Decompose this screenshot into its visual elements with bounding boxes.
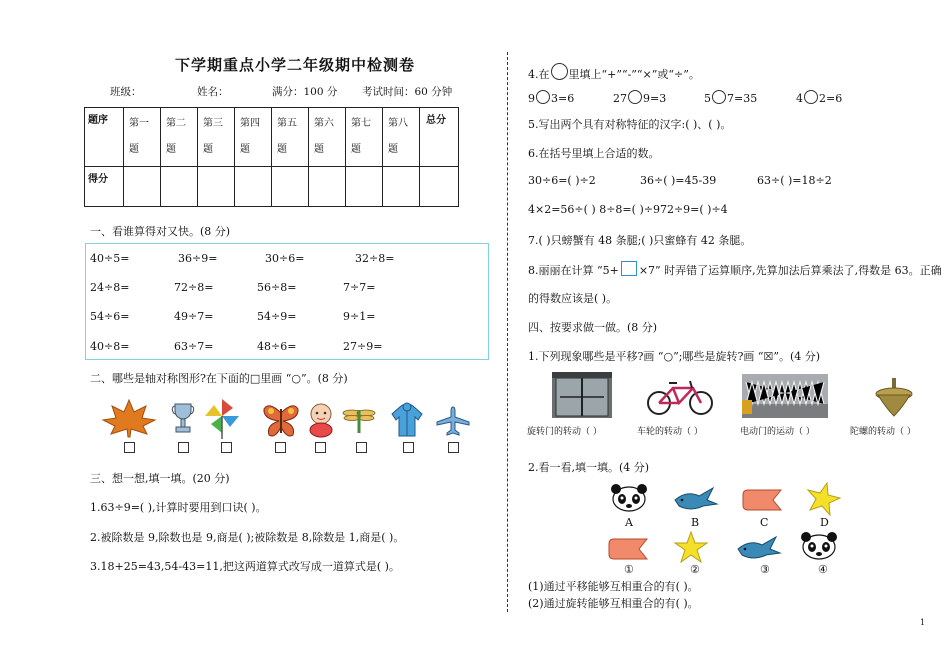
score-cell[interactable] [346,167,383,207]
figure-number: ③ [760,563,770,576]
answer-checkbox[interactable] [124,442,135,453]
figure-letter: B [691,516,700,529]
calc-item: 36÷9= [178,252,218,265]
s4-label: 电动门的运动（ ） [740,427,815,437]
col-2: 第二 题 [161,108,198,167]
col-1: 第一 题 [124,108,161,167]
airplane-icon [435,406,471,436]
section4-heading: 四、按要求做一做。(8 分) [528,321,658,334]
answer-checkbox[interactable] [448,442,459,453]
score-cell[interactable] [420,167,459,207]
q7: 7.( )只螃蟹有 48 条腿;( )只蜜蜂有 42 条腿。 [528,234,752,247]
bicycle-icon [645,376,715,416]
circle-blank-icon[interactable] [804,90,818,104]
circle-blank-icon[interactable] [628,90,642,104]
col-7: 第七 题 [346,108,383,167]
page-number: 1 [920,618,926,627]
q6-row2: 4×2=56÷( ) 8÷8=( )÷972÷9=( )÷4 [528,203,728,216]
score-table [84,107,459,207]
figure-letter: D [820,516,829,529]
row-label-order: 题序 [85,108,124,167]
col-8: 第八 题 [383,108,420,167]
col-total: 总分 [420,108,459,167]
q4-item-2: 27 9=3 [613,92,667,105]
pinwheel-icon [202,396,242,440]
s3-question-2: 2.被除数是 9,除数也是 9,商是( );被除数是 8,除数是 1,商是( )。 [90,531,405,544]
circle-blank-icon[interactable] [712,90,726,104]
q8-line2: 的得数应该是( )。 [528,292,618,305]
calc-item: 72÷8= [174,281,214,294]
answer-checkbox[interactable] [178,442,189,453]
blank-box-icon [621,261,637,276]
col-6: 第六 题 [309,108,346,167]
column-divider [507,52,509,612]
figure-number: ① [624,563,634,576]
section1-heading: 一、看谁算得对又快。(8 分) [90,225,231,238]
bird-icon [736,535,782,563]
q6-item: 30÷6=( )÷2 [528,174,596,187]
s4-question-2: 2.看一看,填一填。(4 分) [528,461,650,474]
row-label-score: 得分 [85,167,124,207]
col-4: 第四 题 [235,108,272,167]
section3-heading: 三、想一想,填一填。(20 分) [90,472,230,485]
q6-item: 63÷( )=18÷2 [757,174,832,187]
answer-checkbox[interactable] [403,442,414,453]
q5: 5.写出两个具有对称特征的汉字:( )、( )。 [528,118,732,131]
page-title: 下学期重点小学二年级期中检测卷 [174,56,415,74]
exam-time-label: 考试时间：60 分钟 [362,86,453,98]
s3-question-3: 3.18+25=43,54-43=11,把这两道算式改写成一道算式是( )。 [90,560,400,573]
figure-letter: A [625,516,633,529]
electric-gate-icon [742,374,828,418]
coat-icon [390,402,424,438]
calc-item: 49÷7= [174,310,214,323]
score-cell[interactable] [235,167,272,207]
class-label: 班级： [110,86,142,98]
score-cell[interactable] [272,167,309,207]
q4-item-1: 9 3=6 [528,92,575,105]
q8-line1: 8.丽丽在计算 “5+ ×7” 时弄错了运算顺序,先算加法后算乘法了,得数是 63。正确 [528,261,942,278]
maple-leaf-icon [100,398,158,438]
s4-question-1: 1.下列现象哪些是平移?画 “○”;哪些是旋转?画 “☒”。(4 分) [528,350,821,363]
answer-checkbox[interactable] [356,442,367,453]
answer-checkbox[interactable] [275,442,286,453]
figure-number: ④ [818,563,828,576]
baby-icon [305,402,337,438]
name-label: 姓名： [197,86,229,98]
calc-item: 56÷8= [257,281,297,294]
fill-line-2: (2)通过旋转能够互相重合的有( )。 [528,597,699,610]
panda-icon [608,484,650,514]
q6-item: 36÷( )=45-39 [640,174,717,187]
s4-label: 旋转门的转动（ ） [527,427,602,437]
dragonfly-icon [342,406,376,434]
calc-item: 24÷8= [90,281,130,294]
calc-item: 30÷6= [265,252,305,265]
col-3: 第三 题 [198,108,235,167]
full-score-label: 满分：100 分 [272,86,338,98]
q4-item-4: 4 2=6 [796,92,843,105]
score-cell[interactable] [383,167,420,207]
calc-item: 40÷8= [90,340,130,353]
score-cell[interactable] [124,167,161,207]
figure-number: ② [690,563,700,576]
score-cell[interactable] [161,167,198,207]
s4-label: 陀螺的转动（ ） [850,427,916,437]
calc-item: 40÷5= [90,252,130,265]
score-cell[interactable] [198,167,235,207]
star-icon [805,482,841,516]
calc-item: 27÷9= [343,340,383,353]
figure-letter: C [760,516,769,529]
q4-item-3: 5 7=35 [704,92,758,105]
circle-blank-icon [551,63,568,80]
calc-item: 54÷6= [90,310,130,323]
pennant-shape-icon [608,537,648,561]
bird-icon [673,486,719,514]
s4-label: 车轮的转动（ ） [637,427,703,437]
spinning-top-icon [872,378,916,418]
col-5: 第五 题 [272,108,309,167]
q6: 6.在括号里填上合适的数。 [528,147,660,160]
butterfly-icon [261,401,301,441]
calc-item: 32÷8= [355,252,395,265]
circle-blank-icon[interactable] [536,90,550,104]
panda-icon [798,532,840,562]
fill-line-1: (1)通过平移能够互相重合的有( )。 [528,580,699,593]
calc-item: 48÷6= [257,340,297,353]
answer-checkbox[interactable] [315,442,326,453]
revolving-door-icon [552,372,612,418]
pennant-shape-icon [742,488,782,512]
answer-checkbox[interactable] [221,442,232,453]
calc-item: 9÷1= [343,310,376,323]
trophy-icon [170,401,196,435]
s3-question-1: 1.63÷9=( ),计算时要用到口诀( )。 [90,501,267,514]
score-cell[interactable] [309,167,346,207]
star-icon [673,531,709,563]
calc-item: 63÷7= [174,340,214,353]
section2-heading: 二、哪些是轴对称图形?在下面的□里画 “○”。(8 分) [90,372,348,385]
calc-item: 7÷7= [343,281,376,294]
calc-item: 54÷9= [257,310,297,323]
q4-line: 4.在 里填上“+”“-”“×”或“÷”。 [528,63,700,82]
